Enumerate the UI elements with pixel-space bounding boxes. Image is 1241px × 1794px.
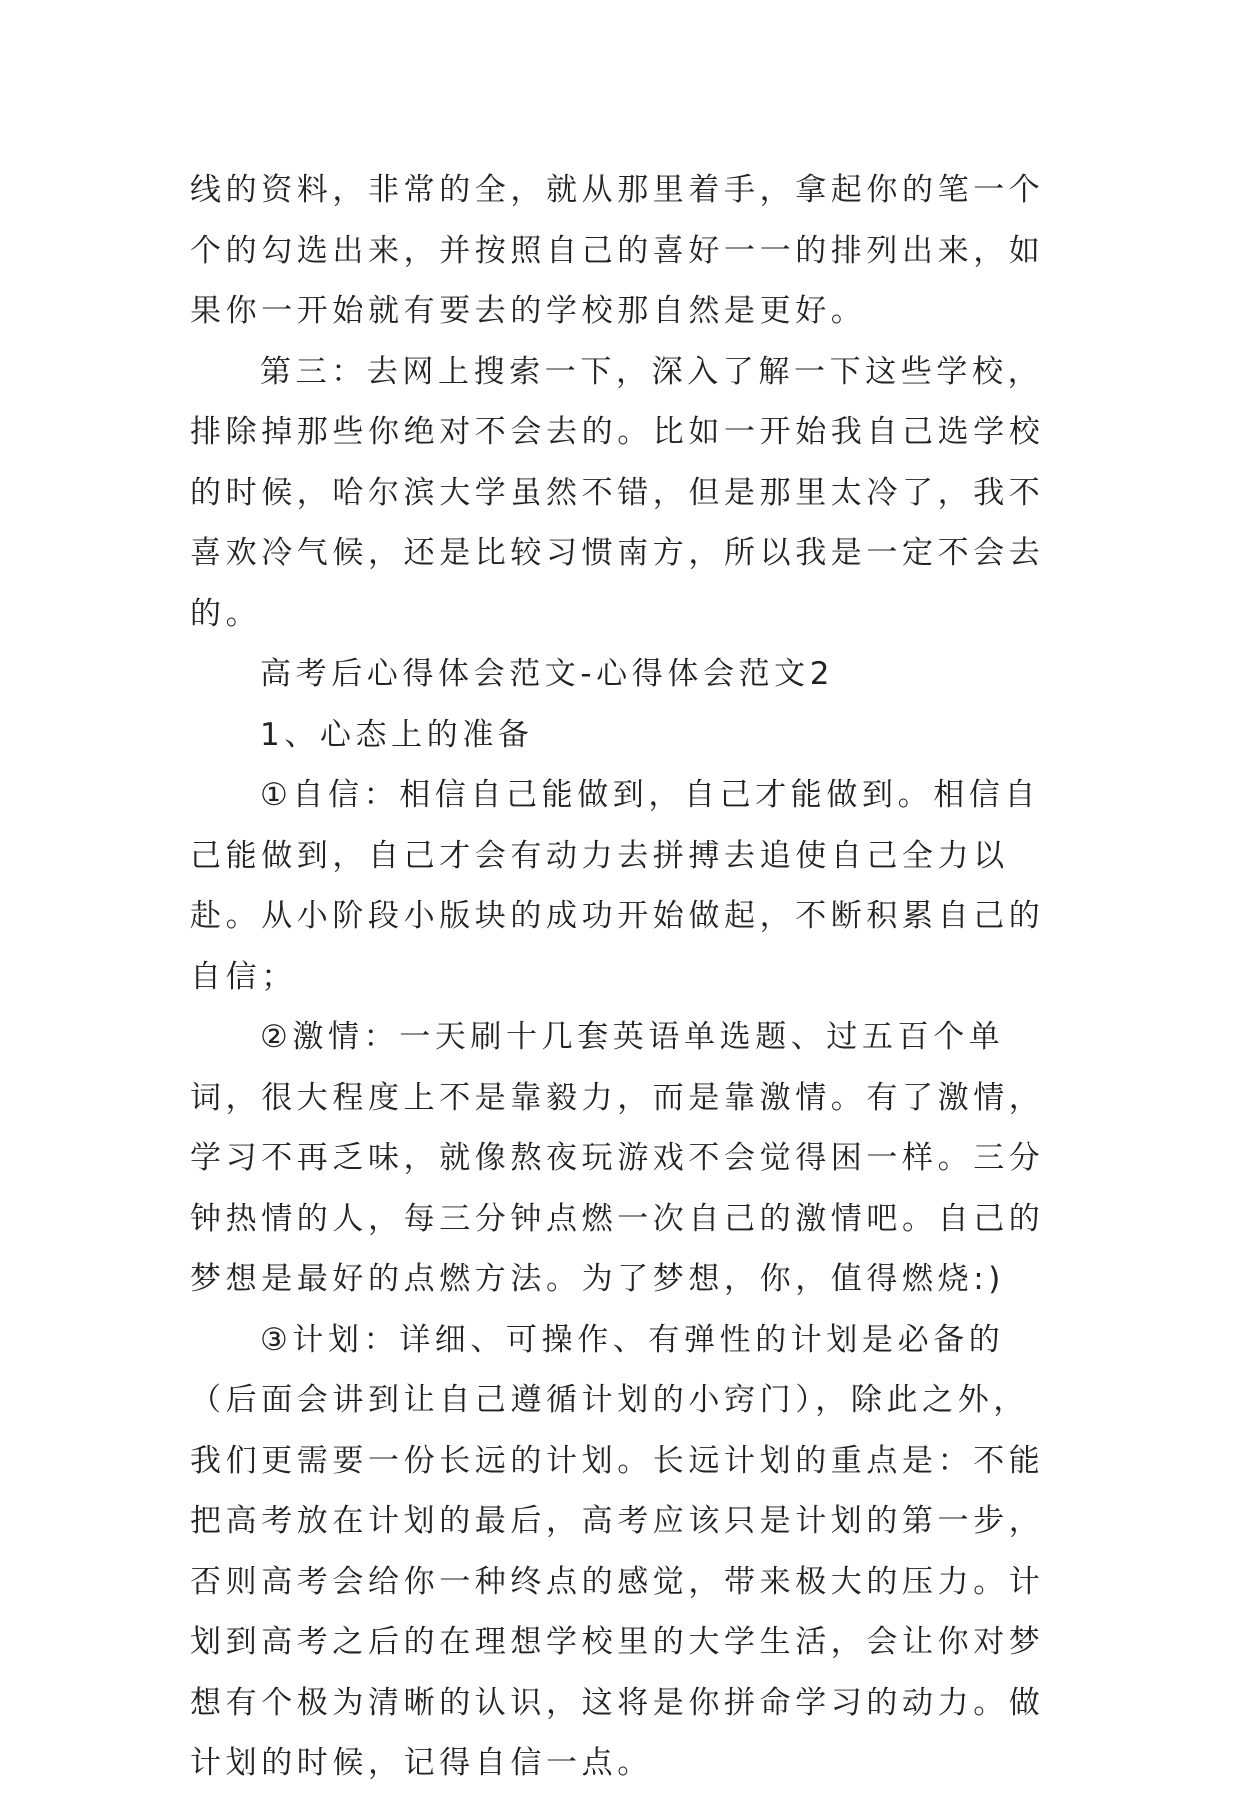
paragraph-confidence: ①自信：相信自己能做到，自己才能做到。相信自己能做到，自己才会有动力去拼搏去追使自己全力以赴。从小阶段小版块的成功开始做起，不断积累自己的自信； bbox=[190, 777, 1045, 995]
paragraph-passion: ②激情：一天刷十几套英语单选题、过五百个单词，很大程度上不是靠毅力，而是靠激情。有了激情，学习不再乏味，就像熬夜玩游戏不会觉得困一样。三分钟热情的人，每三分钟点燃一次自己的激情吧。自己的梦想是最好的点燃方法。为了梦想，你，值得燃烧:) bbox=[190, 1019, 1045, 1297]
section-heading: 高考后心得体会范文-心得体会范文2 bbox=[260, 656, 835, 692]
paragraph-step-three: 第三：去网上搜索一下，深入了解一下这些学校，排除掉那些你绝对不会去的。比如一开始我自己选学校的时候，哈尔滨大学虽然不错，但是那里太冷了，我不喜欢冷气候，还是比较习惯南方，所以我是一定不会去的。 bbox=[190, 353, 1045, 632]
paragraph-plan: ③计划：详细、可操作、有弹性的计划是必备的（后面会讲到让自己遵循计划的小窍门），除此之外，我们更需要一份长远的计划。长远计划的重点是：不能把高考放在计划的最后，高考应该只是计划的第一步，否则高考会给你一种终点的感觉，带来极大的压力。计划到高考之后的在理想学校里的大学生活，会让你对梦想有个极为清晰的认识，这将是你拼命学习的动力。做计划的时候，记得自信一点。 bbox=[190, 1321, 1045, 1781]
document-body bbox=[190, 160, 1050, 1794]
paragraph-continued: 线的资料，非常的全，就从那里着手，拿起你的笔一个个的勾选出来，并按照自己的喜好一一的排列出来，如果你一开始就有要去的学校那自然是更好。 bbox=[190, 172, 1045, 329]
subsection-heading: 1、心态上的准备 bbox=[260, 716, 534, 753]
